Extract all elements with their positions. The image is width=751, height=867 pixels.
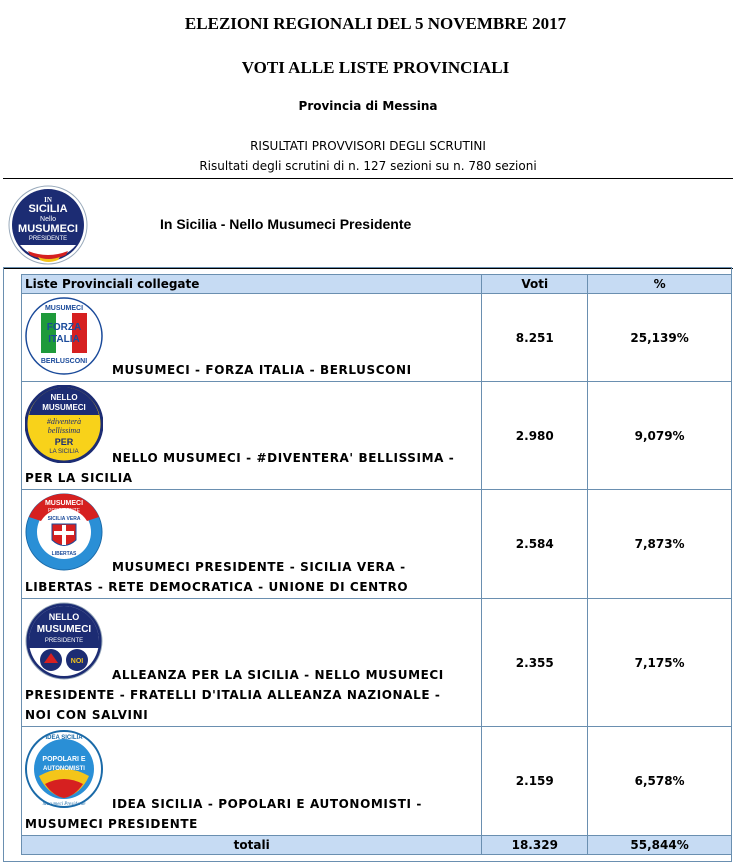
totals-percent: 55,844% [588, 836, 732, 855]
coalition-logo-text-4: MUSUMECI [18, 223, 78, 235]
column-header-lists: Liste Provinciali collegate [22, 275, 482, 294]
totals-label: totali [22, 836, 482, 855]
coalition-name: In Sicilia - Nello Musumeci Presidente [160, 216, 412, 232]
votes-cell: 8.251 [482, 294, 588, 382]
table-row [22, 727, 732, 836]
logo-text: MUSUMECI [42, 403, 86, 412]
list-name-line1: ALLEANZA PER LA SICILIA - NELLO MUSUMECI [112, 668, 444, 682]
list-cell [22, 294, 482, 382]
percent-cell: 7,175% [588, 599, 732, 727]
list-cell [22, 727, 482, 836]
logo-text: AUTONOMISTI [43, 766, 85, 772]
province-label: Provincia di Messina [298, 99, 438, 113]
logo-text: MUSUMECI [44, 500, 84, 507]
coalition-logo-text-3: Nello [40, 216, 56, 223]
list-name-line1: MUSUMECI PRESIDENTE - SICILIA VERA - [112, 560, 406, 574]
votes-cell: 2.159 [482, 727, 588, 836]
logo-text: POPOLARI E [42, 756, 86, 763]
list-name-line1: NELLO MUSUMECI - #DIVENTERA' BELLISSIMA - [112, 451, 455, 465]
logo-text: NOI [70, 658, 84, 665]
votes-cell: 2.584 [482, 490, 588, 599]
table-row [22, 490, 732, 599]
list-name: MUSUMECI - FORZA ITALIA - BERLUSCONI [112, 363, 412, 377]
logo-text: bellissima [47, 426, 81, 435]
coalition-logo [8, 185, 88, 265]
logo-text: LIBERTAS [51, 551, 77, 557]
logo-text: PRESIDENTE [44, 638, 84, 644]
list-cell [22, 599, 482, 727]
logo-text: FORZA [46, 322, 82, 333]
list-cell [22, 490, 482, 599]
divider [3, 178, 733, 179]
votes-cell: 2.355 [482, 599, 588, 727]
logo-text: NELLO [50, 393, 78, 402]
votes-cell: 2.980 [482, 382, 588, 490]
idea-sicilia-logo [25, 730, 103, 808]
column-header-percent: % [588, 275, 732, 294]
totals-row [22, 836, 732, 855]
logo-text: #diventerà [46, 417, 82, 426]
sicilia-vera-libertas-logo [25, 493, 103, 571]
logo-text: PRESIDENTE [48, 508, 80, 514]
list-cell [22, 382, 482, 490]
logo-text: NELLO [48, 612, 80, 622]
page-subtitle: VOTI ALLE LISTE PROVINCIALI [241, 58, 510, 77]
coalition-logo-text-5: PRESIDENTE [28, 236, 68, 242]
forza-italia-logo [25, 297, 103, 375]
percent-cell: 25,139% [588, 294, 732, 382]
table-header-row [22, 275, 732, 294]
logo-text: PER [54, 437, 74, 447]
logo-text: BERLUSCONI [40, 358, 88, 365]
percent-cell: 7,873% [588, 490, 732, 599]
column-header-votes: Voti [482, 275, 588, 294]
list-name-line3: NOI CON SALVINI [25, 708, 149, 722]
list-name-line1: IDEA SICILIA - POPOLARI E AUTONOMISTI - [112, 797, 422, 811]
logo-text: MUSUMECI [44, 305, 84, 312]
logo-text: LA SICILIA [49, 449, 79, 455]
list-name-line2: PER LA SICILIA [25, 471, 133, 485]
results-status: RISULTATI PROVVISORI DEGLI SCRUTINI [250, 139, 486, 153]
list-name-line2: LIBERTAS - RETE DEMOCRATICA - UNIONE DI CENTRO [25, 580, 409, 594]
diventera-bellissima-logo [25, 385, 103, 463]
table-row [22, 294, 732, 382]
table-row [22, 599, 732, 727]
logo-text: Musumeci Presidente [42, 802, 86, 807]
logo-text: IDEA SICILIA [45, 735, 83, 741]
coalition-logo-text-1: IN [44, 196, 52, 204]
coalition-logo-text-2: SICILIA [28, 203, 68, 215]
totals-votes: 18.329 [482, 836, 588, 855]
alleanza-per-la-sicilia-logo [25, 602, 103, 680]
table-row [22, 382, 732, 490]
page-title: ELEZIONI REGIONALI DEL 5 NOVEMBRE 2017 [184, 14, 567, 33]
list-name-line2: PRESIDENTE - FRATELLI D'ITALIA ALLEANZA NAZIONALE - [25, 688, 441, 702]
sections-count: Risultati degli scrutini di n. 127 sezioni su n. 780 sezioni [199, 159, 537, 173]
logo-text: SICILIA VERA [47, 516, 81, 522]
logo-text: MUSUMECI [36, 624, 92, 635]
logo-text: ITALIA [48, 334, 80, 345]
percent-cell: 9,079% [588, 382, 732, 490]
percent-cell: 6,578% [588, 727, 732, 836]
list-name-line2: MUSUMECI PRESIDENTE [25, 817, 198, 831]
lists-table [21, 274, 732, 855]
